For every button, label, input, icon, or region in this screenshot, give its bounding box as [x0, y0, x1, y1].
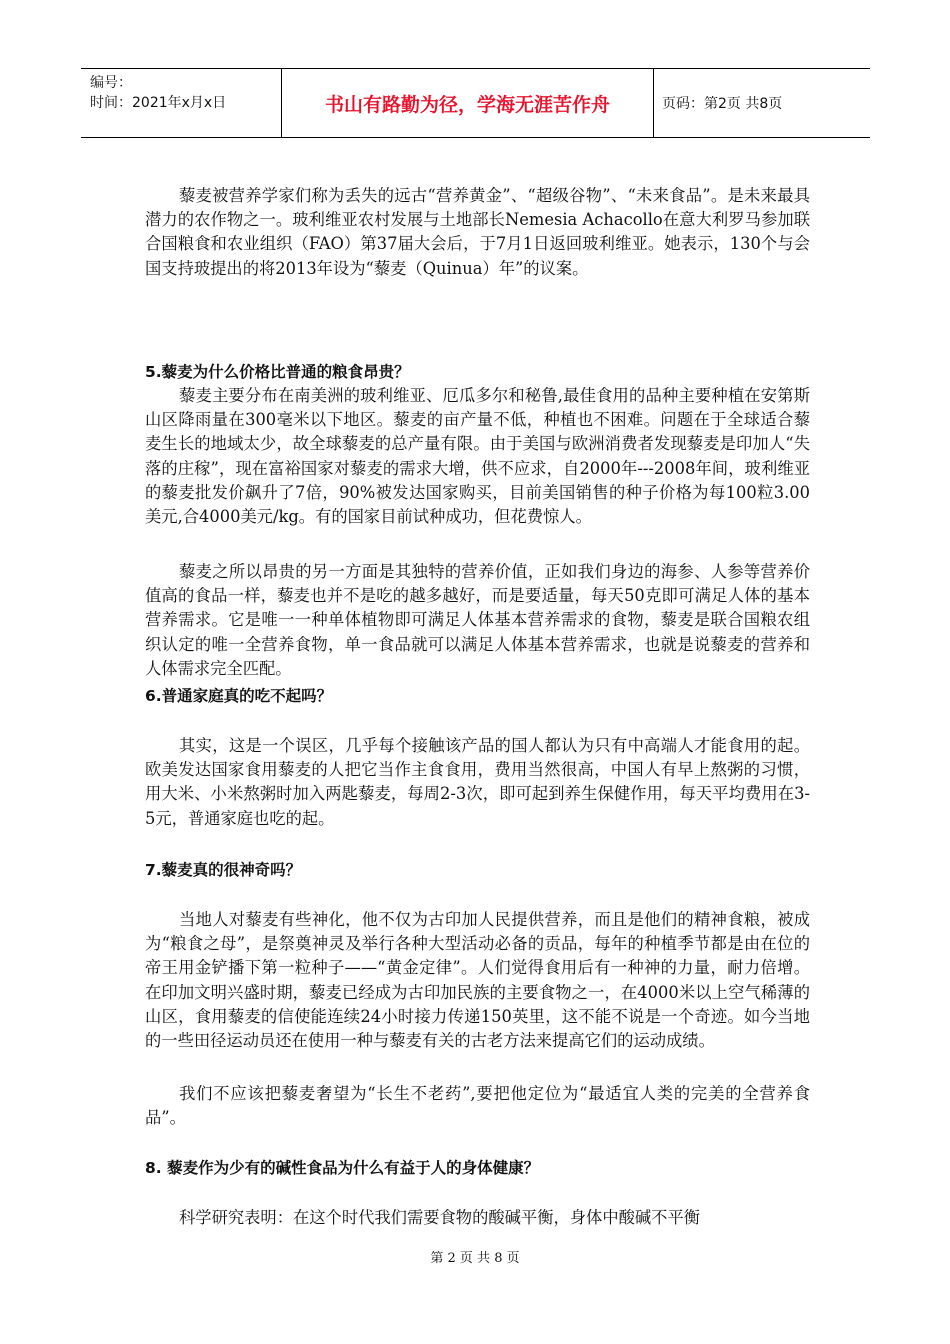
header-page-info: 页码：第2页 共8页	[662, 96, 783, 112]
header-motto: 书山有路勤为径，学海无涯苦作舟	[282, 69, 654, 137]
document-header	[81, 68, 870, 138]
document-time: 时间：2021年x月x日	[90, 95, 227, 111]
section-heading-8: 8. 藜麦作为少有的碱性食品为什么有益于人的身体健康？	[145, 1159, 540, 1177]
section-5-paragraph-1: 藜麦主要分布在南美洲的玻利维亚、厄瓜多尔和秘鲁,最佳食用的品种主要种植在安第斯山区降雨量在300毫米以下地区。藜麦的亩产量不低，种植也不困难。问题在于全球适合藜麦生长的地域太少，故全球藜麦的总产量有限。由于美国与欧洲消费者发现藜麦是印加人“失落的庄稼”，现在富裕国家对藜麦的需求大增，供不应求，自2000年---2008年间，玻利维亚的藜麦批发价飙升了7倍，90%被发达国家购买，目前美国销售的种子价格为每100粒3.00美元,合4000美元/kg。有的国家目前试种成功，但花费惊人。	[145, 386, 810, 527]
section-8-paragraph-1: 科学研究表明：在这个时代我们需要食物的酸碱平衡，身体中酸碱不平衡	[179, 1208, 701, 1227]
section-heading-6: 6.普通家庭真的吃不起吗？	[145, 687, 333, 705]
section-6-paragraph-1: 其实，这是一个误区，几乎每个接触该产品的国人都认为只有中高端人才能食用的起。欧美发达国家食用藜麦的人把它当作主食食用，费用当然很高，中国人有早上熬粥的习惯，用大米、小米熬粥时加入两匙藜麦，每周2-3次，即可起到养生保健作用，每天平均费用在3-5元，普通家庭也吃的起。	[145, 736, 810, 828]
section-heading-7: 7.藜麦真的很神奇吗？	[145, 861, 302, 879]
section-7-paragraph-1: 当地人对藜麦有些神化，他不仅为古印加人民提供营养，而且是他们的精神食粮，被成为“粮食之母”，是祭奠神灵及举行各种大型活动必备的贡品，每年的种植季节都是由在位的帝王用金铲播下第一粒种子——“黄金定律”。人们觉得食用后有一种神的力量，耐力倍增。在印加文明兴盛时期，藜麦已经成为古印加民族的主要食物之一，在4000米以上空气稀薄的山区，食用藜麦的信使能连续24小时接力传递150英里，这不能不说是一个奇迹。如今当地的一些田径运动员还在使用一种与藜麦有关的古老方法来提高它们的运动成绩。	[145, 910, 810, 1051]
page-footer: 第 2 页 共 8 页	[430, 1251, 520, 1266]
section-heading-5: 5.藜麦为什么价格比普通的粮食昂贵？	[145, 363, 410, 381]
header-meta	[81, 69, 282, 137]
intro-paragraph: 藜麦被营养学家们称为丢失的远古“营养黄金”、“超级谷物”、“未来食品”。是未来最具潜力的农作物之一。玻利维亚农村发展与土地部长Nemesia Achacollo在意大利罗马参加联合国粮食和农业组织（FAO）第37届大会后，于7月1日返回玻利维亚。她表示，130个与会国支持玻提出的将2013年设为“藜麦（Quinua）年”的议案。	[145, 186, 810, 278]
section-5-paragraph-2: 藜麦之所以昂贵的另一方面是其独特的营养价值，正如我们身边的海参、人参等营养价值高的食品一样，藜麦也并不是吃的越多越好，而是要适量，每天50克即可满足人体的基本营养需求。它是唯一一种单体植物即可满足人体基本营养需求的食物，藜麦是联合国粮农组织认定的唯一全营养食物，单一食品就可以满足人体基本营养需求，也就是说藜麦的营养和人体需求完全匹配。	[145, 562, 810, 678]
section-7-paragraph-2: 我们不应该把藜麦奢望为“长生不老药”,要把他定位为“最适宜人类的完美的全营养食品”。	[145, 1084, 810, 1128]
document-number: 编号：	[90, 75, 132, 91]
